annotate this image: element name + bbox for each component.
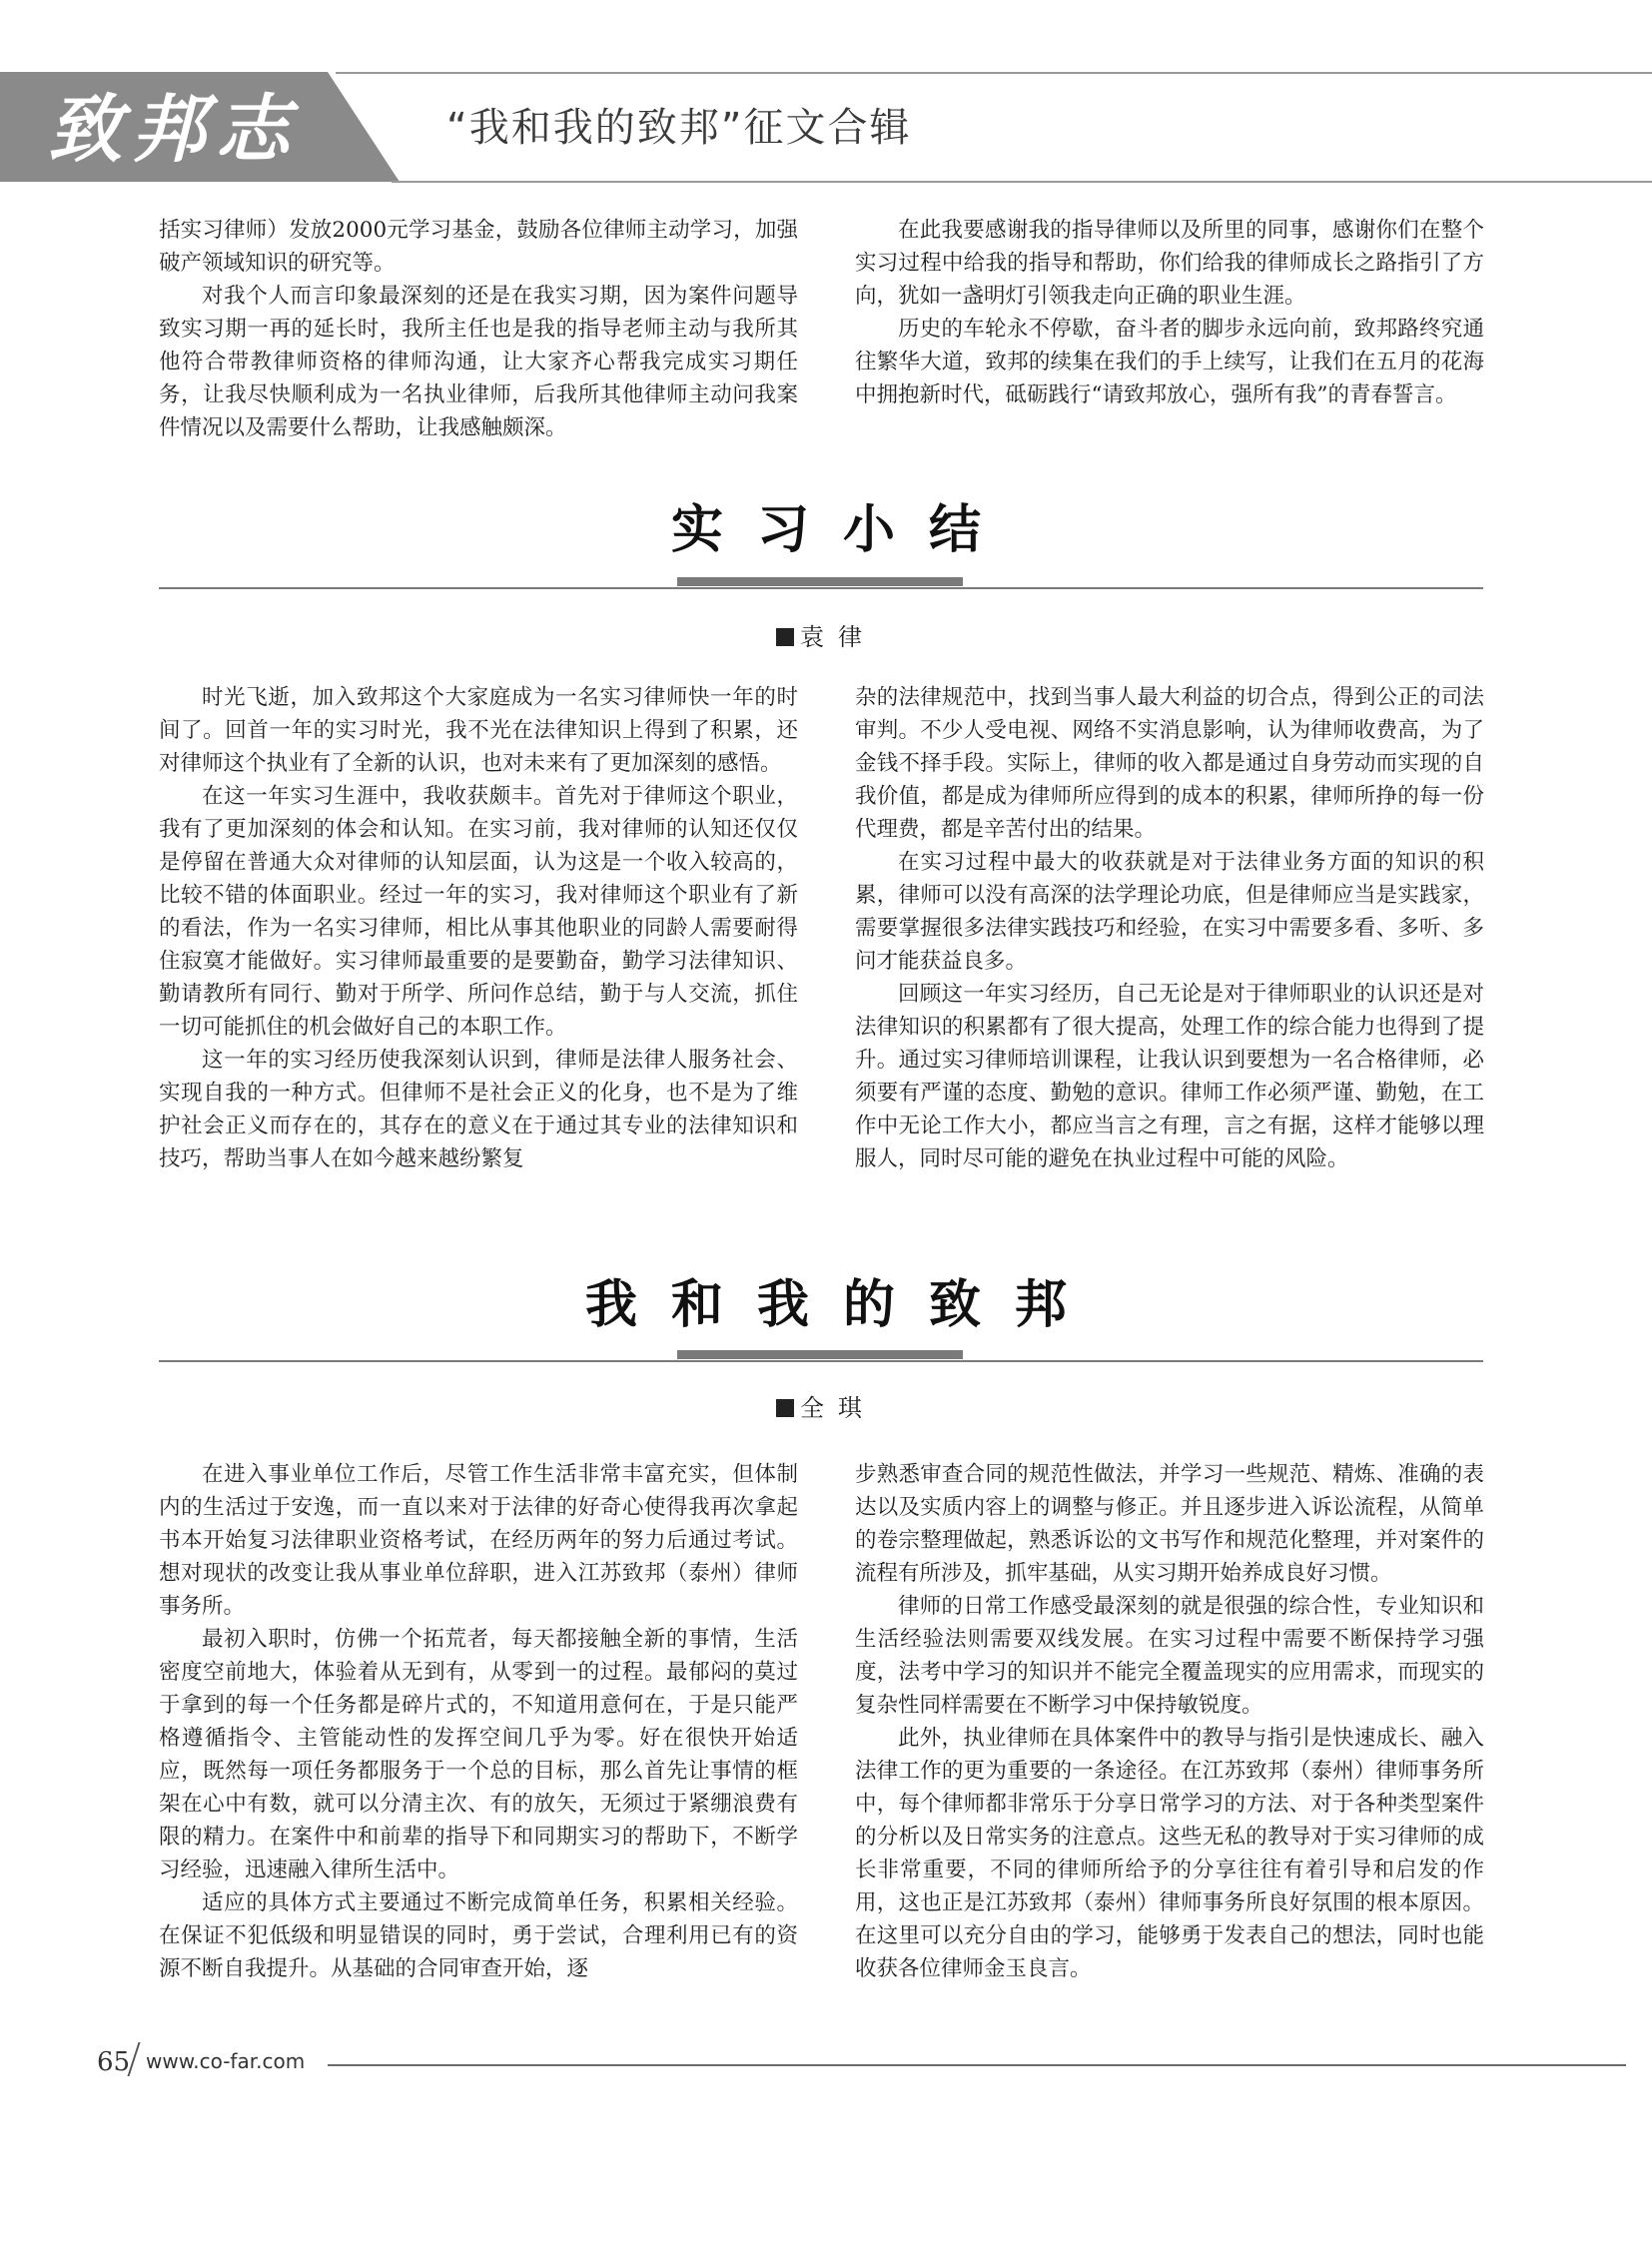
paragraph: 律师的日常工作感受最深刻的就是很强的综合性，专业知识和生活经验法则需要双线发展。在实习过程中需要不断保持学习强度，法考中学习的知识并不能完全覆盖现实的应用需求，而现实的复杂性同样需要在不断学习中保持敏锐度。: [855, 1594, 1484, 1718]
article2-right-column: [855, 1458, 1484, 1985]
author-name: 全琪: [800, 1394, 876, 1422]
paragraph: 步熟悉审查合同的规范性做法，并学习一些规范、精炼、准确的表达以及实质内容上的调整与修正。并且逐步进入诉讼流程，从简单的卷宗整理做起，熟悉诉讼的文书写作和规范化整理，并对案件的流程有所涉及，抓牢基础，从实习期开始养成良好习惯。: [855, 1462, 1484, 1586]
magazine-logo: 致邦志: [48, 87, 300, 173]
header-top-rule: [336, 72, 1652, 74]
footer-rule: [328, 2064, 1626, 2066]
paragraph: 括实习律师）发放2000元学习基金，鼓励各位律师主动学习，加强破产领域知识的研究等。: [159, 218, 798, 276]
article2-left-column: [159, 1458, 798, 1985]
article-title: 实习小结: [670, 500, 1015, 560]
author-square-icon: [776, 628, 794, 646]
article-author: [0, 1388, 1652, 1423]
footer-url: www.co-far.com: [146, 2049, 306, 2073]
author-square-icon: [776, 1399, 794, 1417]
paragraph: 在实习过程中最大的收获就是对于法律业务方面的知识的积累，律师可以没有高深的法学理论功底，但是律师应当是实践家，需要掌握很多法律实践技巧和经验，在实习中需要多看、多听、多问才能获益良多。: [855, 850, 1484, 974]
paragraph: 最初入职时，仿佛一个拓荒者，每天都接触全新的事情，生活密度空前地大，体验着从无到有，从零到一的过程。最郁闷的莫过于拿到的每一个任务都是碎片式的，不知道用意何在，于是只能严格遵循指令、主管能动性的发挥空间几乎为零。好在很快开始适应，既然每一项任务都服务于一个总的目标，那么首先让事情的框架在心中有数，就可以分清主次、有的放矢，无须过于紧绷浪费有限的精力。在案件中和前辈的指导下和同期实习的帮助下，不断学习经验，迅速融入律所生活中。: [159, 1627, 798, 1882]
title-rule: [159, 587, 1483, 589]
paragraph: 在进入事业单位工作后，尽管工作生活非常丰富充实，但体制内的生活过于安逸，而一直以来对于法律的好奇心使得我再次拿起书本开始复习法律职业资格考试，在经历两年的努力后通过考试。想对现状的改变让我从事业单位辞职，进入江苏致邦（泰州）律师事务所。: [159, 1462, 798, 1619]
collection-title: “我和我的致邦”征文合辑: [446, 105, 912, 151]
paragraph: 时光飞逝，加入致邦这个大家庭成为一名实习律师快一年的时间了。回首一年的实习时光，我不光在法律知识上得到了积累，还对律师这个执业有了全新的认识，也对未来有了更加深刻的感悟。: [159, 685, 798, 776]
paragraph: 对我个人而言印象最深刻的还是在我实习期，因为案件问题导致实习期一再的延长时，我所主任也是我的指导老师主动与我所其他符合带教律师资格的律师沟通，让大家齐心帮我完成实习期任务，让我尽快顺利成为一名执业律师，后我所其他律师主动问我案件情况以及需要什么帮助，让我感触颇深。: [159, 284, 798, 440]
paragraph: 杂的法律规范中，找到当事人最大利益的切合点，得到公正的司法审判。不少人受电视、网络不实消息影响，认为律师收费高，为了金钱不择手段。实际上，律师的收入都是通过自身劳动而实现的自我价值，都是成为律师所应得到的成本的积累，律师所挣的每一份代理费，都是辛苦付出的结果。: [855, 685, 1484, 842]
top-left-column: [159, 214, 798, 444]
article-author: [0, 617, 1652, 652]
article1-left-column: [159, 681, 798, 1175]
article-title: 我和我的致邦: [584, 1275, 1101, 1335]
paragraph: 适应的具体方式主要通过不断完成简单任务，积累相关经验。在保证不犯低级和明显错误的同时，勇于尝试，合理利用已有的资源不断自我提升。从基础的合同审查开始，逐: [159, 1890, 798, 1981]
top-right-column: [855, 214, 1484, 411]
paragraph: 在这一年实习生涯中，我收获颇丰。首先对于律师这个职业，我有了更加深刻的体会和认知。在实习前，我对律师的认知还仅仅是停留在普通大众对律师的认知层面，认为这是一个收入较高的，比较不错的体面职业。经过一年的实习，我对律师这个职业有了新的看法，作为一名实习律师，相比从事其他职业的同龄人需要耐得住寂寞才能做好。实习律师最重要的是要勤奋，勤学习法律知识、勤请教所有同行、勤对于所学、所问作总结，勤于与人交流，抓住一切可能抓住的机会做好自己的本职工作。: [159, 784, 798, 1040]
paragraph: 回顾这一年实习经历，自己无论是对于律师职业的认识还是对法律知识的积累都有了很大提高，处理工作的综合能力也得到了提升。通过实习律师培训课程，让我认识到要想为一名合格律师，必须要有严谨的态度、勤勉的意识。律师工作必须严谨、勤勉，在工作中无论工作大小，都应当言之有理，言之有据，这样才能够以理服人，同时尽可能的避免在执业过程中可能的风险。: [855, 982, 1484, 1171]
title-accent-bar: [677, 577, 963, 586]
paragraph: 历史的车轮永不停歇，奋斗者的脚步永远向前，致邦路终究通往繁华大道，致邦的续集在我们的手上续写，让我们在五月的花海中拥抱新时代，砥砺践行“请致邦放心，强所有我”的青春誓言。: [855, 317, 1484, 407]
paragraph: 此外，执业律师在具体案件中的教导与指引是快速成长、融入法律工作的更为重要的一条途径。在江苏致邦（泰州）律师事务所中，每个律师都非常乐于分享日常学习的方法、对于各种类型案件的分析以及日常实务的注意点。这些无私的教导对于实习律师的成长非常重要，不同的律师所给予的分享往往有着引导和启发的作用，这也正是江苏致邦（泰州）律师事务所良好氛围的根本原因。在这里可以充分自由的学习，能够勇于发表自己的想法，同时也能收获各位律师金玉良言。: [855, 1726, 1484, 1981]
author-name: 袁律: [800, 623, 876, 651]
title-rule: [159, 1360, 1483, 1362]
article1-right-column: [855, 681, 1484, 1175]
header-bottom-rule: [392, 181, 1652, 183]
title-accent-bar: [677, 1350, 963, 1359]
page-number: 65: [97, 2047, 131, 2077]
paragraph: 在此我要感谢我的指导律师以及所里的同事，感谢你们在整个实习过程中给我的指导和帮助，你们给我的律师成长之路指引了方向，犹如一盏明灯引领我走向正确的职业生涯。: [855, 218, 1484, 309]
paragraph: 这一年的实习经历使我深刻认识到，律师是法律人服务社会、实现自我的一种方式。但律师不是社会正义的化身，也不是为了维护社会正义而存在的，其存在的意义在于通过其专业的法律知识和技巧，帮助当事人在如今越来越纷繁复: [159, 1048, 798, 1171]
